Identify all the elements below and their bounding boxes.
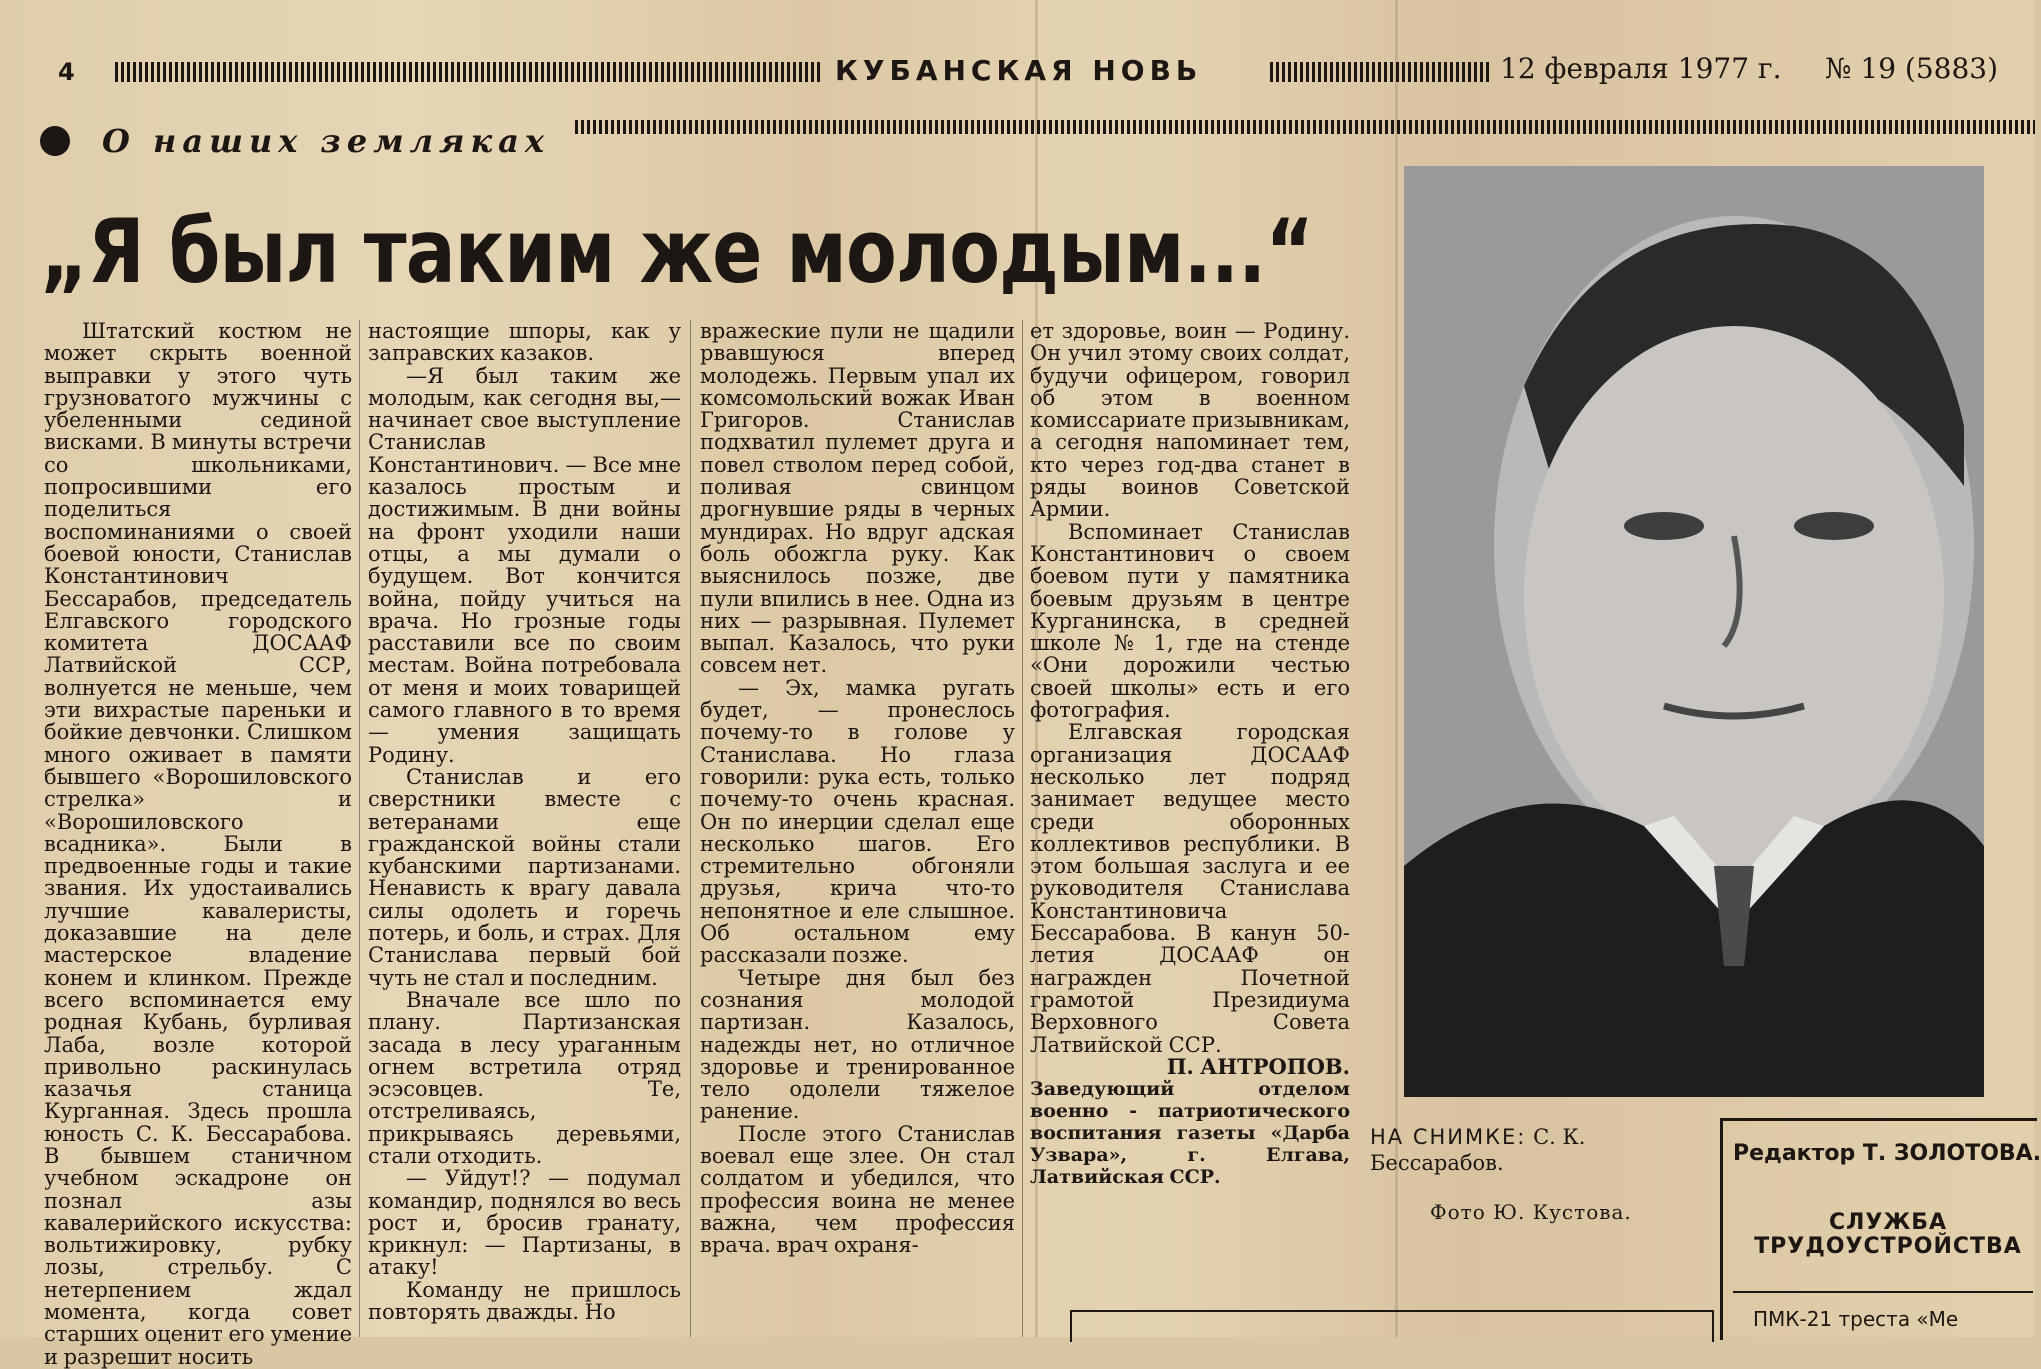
paragraph: —Я был таким же молодым, как сегодня вы,—начинает свое выступление Станислав Константинович. — Все мне казалось простым и достижимым. В дни войны на фронт уходили наши отцы, а мы думали о будущем. Вот кончится война, пойду учиться на врача. Но грозные годы расставили все по своим местам. Война потребовала от меня и моих товарищей самого главного в то время — умения защищать Родину.: [368, 363, 681, 767]
portrait-photo: [1404, 166, 1984, 1097]
rubric-rule: [575, 120, 2035, 134]
newspaper-title: КУБАНСКАЯ НОВЬ: [835, 54, 1203, 87]
author-signature: П. АНТРОПОВ.: [1166, 1053, 1350, 1079]
box-divider: [1733, 1291, 2033, 1293]
photo-credit: Фото Ю. Кустова.: [1430, 1200, 1632, 1224]
paragraph: вражеские пули не щадили рвавшуюся вперед молодежь. Первым упал их комсомольский вожак Иван Григоров. Станислав подхватил пулемет друга и повел стволом перед собой, поливая свинцом дрогнувшие ряды в черных мундирах. Но вдруг адская боль обожгла руку. Как выяснилось позже, две пули впились в нее. Одна из них — разрывная. Пулемет выпал. Казалось, что руки совсем нет.: [700, 319, 1015, 678]
paragraph: Штатский костюм не может скрыть военной выправки у этого чуть грузноватого мужчины с убеленными сединой висками. В минуты встречи со школьниками, попросившими его поделиться воспоминаниями о своей боевой юности, Станислав Константинович Бессарабов, председатель Елгавского городского комитета ДОСААФ Латвийской ССР, волнуется не меньше, чем эти вихрастые пареньки и бойкие девчонки. Слишком много оживает в памяти бывшего «Ворошиловского стрелка» и «Ворошиловского всадника». Были в предвоенные годы и такие звания. Их удостаивались лучшие кавалеристы, доказавшие на деле мастерское владение конем и клинком. Прежде всего вспоминается ему родная Кубань, бурливая Лаба, возле которой привольно раскинулась казачья станица Курганная. Здесь прошла юность С. К. Бессарабова. В бывшем станичном учебном эскадроне он познал азы кавалерийского искусства: вольтижировку, рубку лозы, стрельбу. С нетерпением ждал момента, когда совет старших оценит его умение и разрешит носить: [44, 319, 352, 1369]
paragraph: — Уйдут!? — подумал командир, поднялся во весь рост и, бросив гранату, крикнул: — Партизаны, в атаку!: [368, 1166, 681, 1280]
issue-number: № 19 (5883): [1825, 52, 1999, 85]
caption-text: С. К. Бессарабов.: [1370, 1125, 1586, 1175]
paragraph: Вначале все шло по плану. Партизанская засада в лесу ураганным огнем встретила отряд эсэсовцев. Те, отстреливаясь, прикрываясь деревьями, стали отходить.: [368, 987, 681, 1168]
bottom-frame: [1070, 1310, 1714, 1342]
page-number: 4: [58, 58, 75, 86]
article-column-2: [368, 320, 681, 1323]
paragraph: Станислав и его сверстники вместе с ветеранами еще гражданской войны стали кубанскими партизанами. Ненависть к врагу давала силы одолеть и горечь потерь, и боль, и страх. Для Станислава первый бой чуть не стал и последним.: [368, 764, 681, 990]
author-role: Заведующий отделом военно - патриотического воспитания газеты «Дарба Узвара», г. Елгава, Латвийская ССР.: [1030, 1078, 1350, 1189]
paragraph: После этого Станислав воевал еще злее. Он стал солдатом и убедился, что профессия воина не менее важна, чем профессия врача. врач охраня-: [700, 1121, 1015, 1258]
paragraph: Елгавская городская организация ДОСААФ несколько лет подряд занимает ведущее место среди оборонных коллективов республики. В этом большая заслуга и ее руководителя Станислава Константиновича Бессарабова. В канун 50-летия ДОСААФ он награжден Почетной грамотой Президиума Верховного Совета Латвийской ССР.: [1030, 720, 1350, 1057]
paragraph: Четыре дня был без сознания молодой партизан. Казалось, надежды нет, но отличное здоровье и тренированное тело одолели тяжелое ранение.: [700, 965, 1015, 1124]
service-heading: СЛУЖБА ТРУДОУСТРОЙСТВА: [1754, 1210, 2022, 1259]
column-divider: [359, 320, 360, 1337]
issue-date: 12 февраля 1977 г.: [1500, 52, 1782, 85]
editor-box: [1720, 1118, 2041, 1340]
paragraph: ет здоровье, воин — Родину. Он учил этому своих солдат, будучи офицером, говорил об этом в военном комиссариате призывникам, а сегодня напоминает тем, кто через год-два станет в ряды воинов Советской Армии.: [1030, 319, 1350, 522]
caption-title: НА СНИМКЕ:: [1370, 1125, 1527, 1149]
photo-caption: [1370, 1124, 1700, 1176]
editor-name: Редактор Т. ЗОЛОТОВА.: [1733, 1141, 2041, 1166]
article-column-4: [1030, 320, 1350, 1188]
paragraph: настоящие шпоры, как у заправских казаков.: [368, 319, 681, 366]
paragraph: Команду не пришлось повторять дважды. Но: [368, 1277, 681, 1325]
article-column-1: [44, 320, 352, 1368]
paragraph: Вспоминает Станислав Константинович о своем боевом пути у памятника боевым друзьям в центре Курганинска, в средней школе № 1, где на стенде «Они дорожили честью своей школы» есть и его фотография.: [1030, 519, 1350, 723]
ad-text: ПМК-21 треста «Ме: [1753, 1307, 1959, 1331]
portrait-image: [1404, 166, 1984, 1097]
masthead-rule-left: [115, 62, 820, 82]
masthead-rule-right: [1270, 62, 1492, 82]
masthead: [0, 40, 2034, 100]
column-divider: [1022, 320, 1023, 1337]
paragraph: — Эх, мамка ругать будет, — пронеслось почему-то в голове у Станислава. Но глаза говорили: рука есть, только почему-то очень красная. Он по инерции сделал еще несколько шагов. Его стремительно обгоняли друзья, крича что-то непонятное и еле слышное. Об остальном ему рассказали позже.: [700, 675, 1015, 968]
rubric-title: О наших земляках: [102, 122, 550, 160]
article-headline: „Я был таким же молодым...“: [40, 200, 1314, 303]
bullet-icon: [40, 126, 70, 156]
article-column-3: [700, 320, 1015, 1256]
column-divider: [690, 320, 691, 1337]
